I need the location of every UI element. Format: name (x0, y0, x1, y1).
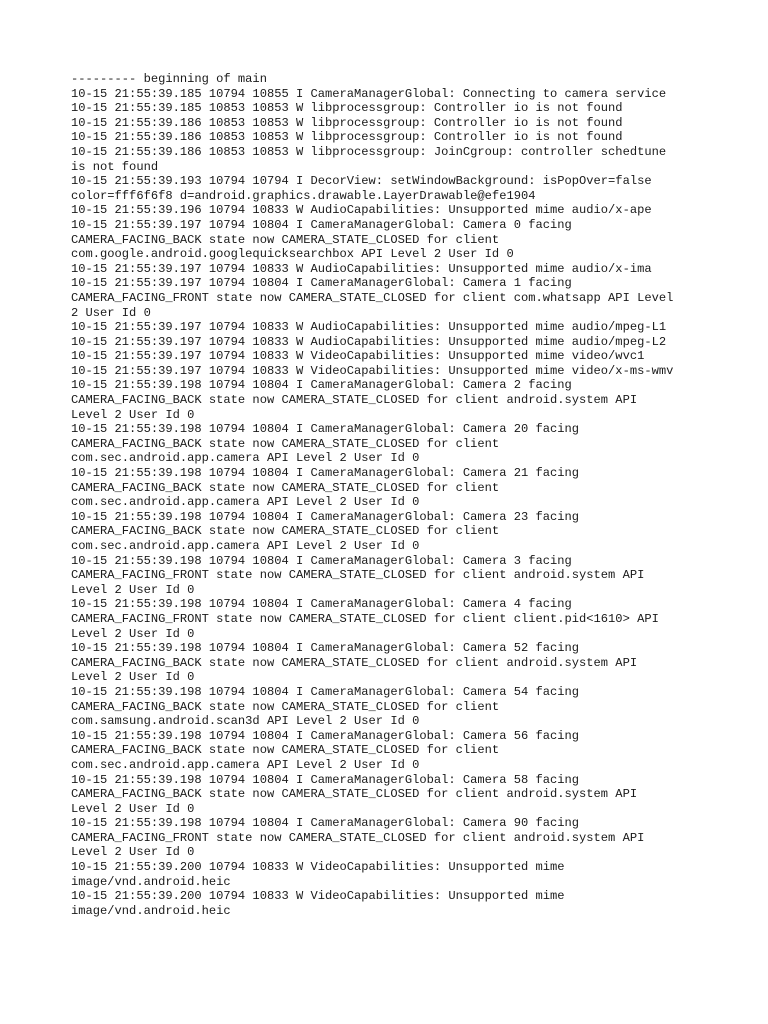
log-line: CAMERA_FACING_BACK state now CAMERA_STATE_CLOSED for client (71, 743, 500, 758)
log-line: CAMERA_FACING_BACK state now CAMERA_STATE_CLOSED for client (71, 232, 500, 247)
log-line: 10-15 21:55:39.198 10794 10804 I CameraManagerGlobal: Camera 52 facing (71, 641, 580, 656)
log-line: CAMERA_FACING_BACK state now CAMERA_STATE_CLOSED for client (71, 524, 500, 539)
log-line: CAMERA_FACING_BACK state now CAMERA_STATE_CLOSED for client (71, 436, 500, 451)
log-line: 10-15 21:55:39.193 10794 10794 I DecorView: setWindowBackground: isPopOver=false (71, 174, 652, 189)
log-line: CAMERA_FACING_BACK state now CAMERA_STATE_CLOSED for client android.system API (71, 393, 638, 408)
log-line: com.sec.android.app.camera API Level 2 User Id 0 (71, 539, 420, 553)
log-line: image/vnd.android.heic (71, 903, 231, 918)
log-line: com.sec.android.app.camera API Level 2 User Id 0 (71, 757, 420, 772)
log-line: CAMERA_FACING_FRONT state now CAMERA_STATE_CLOSED for client client.pid<1610> API (71, 611, 659, 626)
log-line: 10-15 21:55:39.200 10794 10833 W VideoCapabilities: Unsupported mime (71, 889, 565, 904)
log-line: 10-15 21:55:39.197 10794 10833 W AudioCapabilities: Unsupported mime audio/mpeg-L2 (71, 334, 667, 349)
log-line: 10-15 21:55:39.186 10853 10853 W libprocessgroup: Controller io is not found (71, 115, 623, 130)
log-line: 10-15 21:55:39.200 10794 10833 W VideoCapabilities: Unsupported mime (71, 860, 565, 875)
log-line: Level 2 User Id 0 (71, 670, 195, 685)
log-line: Level 2 User Id 0 (71, 626, 195, 641)
log-line: Level 2 User Id 0 (71, 407, 195, 422)
log-line: CAMERA_FACING_BACK state now CAMERA_STATE_CLOSED for client android.system API (71, 655, 638, 670)
log-line: CAMERA_FACING_BACK state now CAMERA_STATE_CLOSED for client (71, 480, 500, 495)
log-line: 10-15 21:55:39.197 10794 10833 W VideoCapabilities: Unsupported mime video/x-ms-wmv (71, 363, 674, 378)
log-line: image/vnd.android.heic (71, 874, 231, 889)
log-line: 10-15 21:55:39.196 10794 10833 W AudioCapabilities: Unsupported mime audio/x-ape (71, 203, 652, 218)
log-line: 10-15 21:55:39.197 10794 10833 W VideoCapabilities: Unsupported mime video/wvc1 (71, 349, 645, 364)
log-line: CAMERA_FACING_FRONT state now CAMERA_STATE_CLOSED for client android.system API (71, 568, 645, 583)
log-line: 10-15 21:55:39.197 10794 10833 W AudioCapabilities: Unsupported mime audio/mpeg-L1 (71, 320, 667, 335)
log-line: Level 2 User Id 0 (71, 845, 195, 860)
log-line: color=fff6f6f8 d=android.graphics.drawable.LayerDrawable@efe1904 (71, 188, 536, 203)
log-line: CAMERA_FACING_FRONT state now CAMERA_STATE_CLOSED for client com.whatsapp API Level (71, 290, 674, 305)
log-line: 10-15 21:55:39.198 10794 10804 I CameraManagerGlobal: Camera 58 facing (71, 772, 580, 787)
log-line: 10-15 21:55:39.198 10794 10804 I CameraManagerGlobal: Camera 56 facing (71, 728, 580, 743)
log-line: 10-15 21:55:39.198 10794 10804 I CameraManagerGlobal: Camera 3 facing (71, 553, 572, 568)
log-line: 10-15 21:55:39.197 10794 10833 W AudioCapabilities: Unsupported mime audio/x-ima (71, 261, 652, 276)
log-line: 2 User Id 0 (71, 305, 151, 320)
log-line: 10-15 21:55:39.186 10853 10853 W libprocessgroup: JoinCgroup: controller schedtune (71, 144, 667, 159)
log-line: --------- beginning of main (71, 72, 267, 86)
log-line: com.samsung.android.scan3d API Level 2 User Id 0 (71, 714, 420, 729)
log-line: CAMERA_FACING_BACK state now CAMERA_STATE_CLOSED for client android.system API (71, 787, 638, 802)
log-line: 10-15 21:55:39.185 10853 10853 W libprocessgroup: Controller io is not found (71, 101, 623, 116)
log-line: 10-15 21:55:39.198 10794 10804 I CameraManagerGlobal: Camera 54 facing (71, 684, 580, 699)
log-document (71, 72, 711, 918)
log-line: com.google.android.googlequicksearchbox API Level 2 User Id 0 (71, 247, 514, 262)
log-line: 10-15 21:55:39.198 10794 10804 I CameraManagerGlobal: Camera 23 facing (71, 509, 580, 524)
log-line: 10-15 21:55:39.198 10794 10804 I CameraManagerGlobal: Camera 21 facing (71, 466, 580, 481)
log-line: CAMERA_FACING_BACK state now CAMERA_STATE_CLOSED for client (71, 699, 500, 714)
log-line: Level 2 User Id 0 (71, 801, 195, 816)
log-line: 10-15 21:55:39.198 10794 10804 I CameraManagerGlobal: Camera 4 facing (71, 597, 572, 612)
log-line: 10-15 21:55:39.186 10853 10853 W libprocessgroup: Controller io is not found (71, 130, 623, 145)
log-line: 10-15 21:55:39.197 10794 10804 I CameraManagerGlobal: Camera 1 facing (71, 276, 572, 291)
log-line: 10-15 21:55:39.198 10794 10804 I CameraManagerGlobal: Camera 90 facing (71, 816, 580, 831)
log-line: com.sec.android.app.camera API Level 2 User Id 0 (71, 451, 420, 466)
log-line: 10-15 21:55:39.185 10794 10855 I CameraManagerGlobal: Connecting to camera service (71, 86, 667, 101)
log-line: 10-15 21:55:39.198 10794 10804 I CameraManagerGlobal: Camera 20 facing (71, 422, 580, 437)
log-line: 10-15 21:55:39.198 10794 10804 I CameraManagerGlobal: Camera 2 facing (71, 378, 572, 393)
log-line: Level 2 User Id 0 (71, 582, 195, 597)
log-line: 10-15 21:55:39.197 10794 10804 I CameraManagerGlobal: Camera 0 facing (71, 217, 572, 232)
log-line: CAMERA_FACING_FRONT state now CAMERA_STATE_CLOSED for client android.system API (71, 830, 645, 845)
log-line: is not found (71, 159, 159, 174)
log-line: com.sec.android.app.camera API Level 2 User Id 0 (71, 495, 420, 510)
